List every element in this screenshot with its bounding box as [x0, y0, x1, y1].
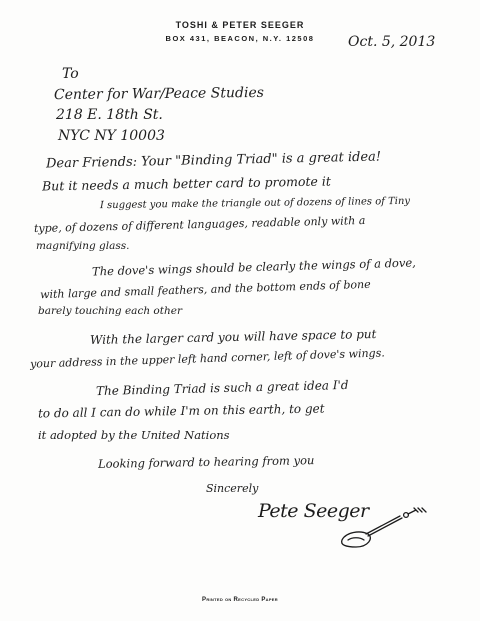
body-line-2: But it needs a much better card to promote it — [41, 173, 331, 194]
body-line-7: with large and small feathers, and the bottom ends of bone — [39, 277, 371, 302]
body-line-9: With the larger card you will have space to put — [89, 327, 377, 347]
body-line-11: The Binding Triad is such a great idea I'd — [95, 377, 349, 399]
banjo-doodle-icon — [338, 500, 438, 550]
body-line-4: type, of dozens of different languages, readable only with a — [33, 213, 366, 236]
body-line-14: Looking forward to hearing from you — [97, 453, 315, 471]
recipient-org: Center for War/Peace Studies — [53, 84, 264, 104]
recipient-street: 218 E. 18th St. — [56, 107, 163, 123]
letter-date: Oct. 5, 2013 — [348, 34, 436, 50]
closing: Sincerely — [206, 482, 259, 495]
body-line-10: your address in the upper left hand corner, left of dove's wings. — [29, 346, 385, 371]
body-line-12: to do all I can do while I'm on this earth, to get — [37, 401, 325, 421]
salutation-to: To — [62, 66, 79, 82]
recycled-paper-footer: Printed on Recycled Paper — [202, 597, 278, 603]
body-line-8: barely touching each other — [38, 305, 182, 317]
body-line-5: magnifying glass. — [36, 240, 130, 252]
recipient-city: NYC NY 10003 — [58, 128, 165, 144]
signature: Pete Seeger — [258, 500, 369, 522]
body-line-13: it adopted by the United Nations — [38, 428, 230, 442]
body-line-3: I suggest you make the triangle out of dozens of lines of Tiny — [99, 195, 411, 212]
body-line-1: Dear Friends: Your "Binding Triad" is a great idea! — [45, 149, 382, 172]
letterhead-name: TOSHI & PETER SEEGER — [175, 20, 305, 30]
body-line-6: The dove's wings should be clearly the wings of a dove, — [91, 255, 417, 279]
letterhead-address: BOX 431, BEACON, N.Y. 12508 — [165, 34, 315, 43]
